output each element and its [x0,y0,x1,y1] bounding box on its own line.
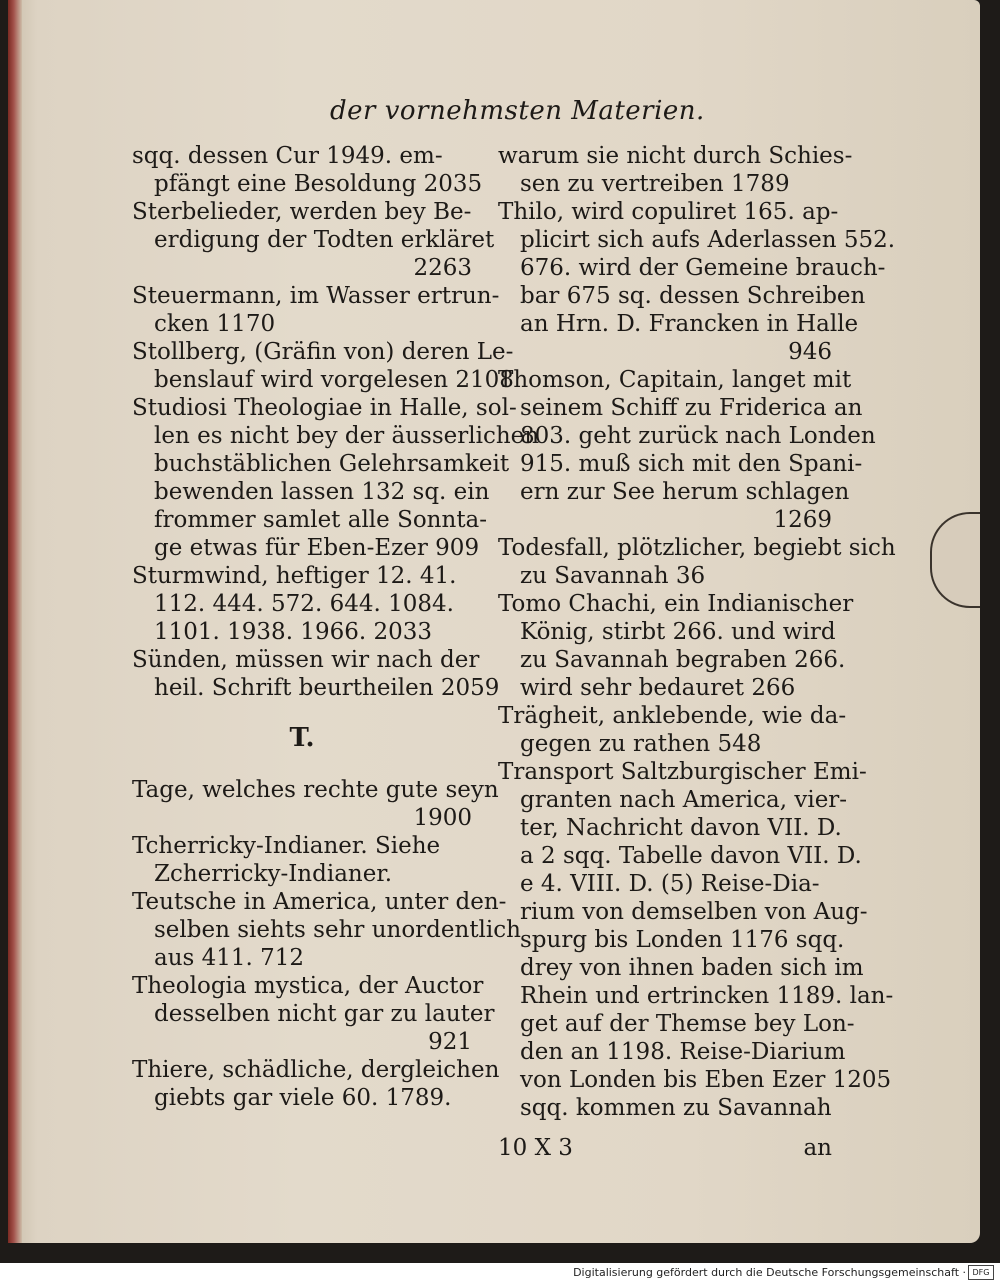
entry-line: ter, Nachricht davon VII. D. [520,815,842,841]
index-entry [498,758,894,1122]
entry-headword-line: Tcherricky-Indianer. Siehe [132,833,441,859]
entry-line: 2263 [413,255,472,281]
entry-line: sqq. kommen zu Savannah [520,1095,832,1121]
entry-headword-line: Tage, welches rechte gute seyn [132,777,499,803]
entry-headword-line: sqq. dessen Cur 1949. em- [132,143,443,169]
index-entry [498,198,896,366]
entry-headword-line: Stollberg, (Gräfin von) deren Le- [132,339,514,365]
index-entry [132,562,472,646]
index-entry [132,1056,500,1112]
entry-headword-line: Sturmwind, heftiger 12. 41. [132,563,457,589]
digitization-credit: Digitalisierung gefördert durch die Deutsche Forschungsgemeinschaft · [573,1266,966,1279]
entry-headword-line: Steuermann, im Wasser ertrun- [132,283,500,309]
entry-headword-line: Theologia mystica, der Auctor [132,973,484,999]
entry-line: Rhein und ertrincken 1189. lan- [520,983,894,1009]
entry-line: den an 1198. Reise-Diarium [520,1039,846,1065]
entry-line: Zcherricky-Indianer. [154,861,393,887]
entry-line: seinem Schiff zu Friderica an [520,395,863,421]
entry-line: granten nach America, vier- [520,787,848,813]
entry-line: wird sehr bedauret 266 [520,675,796,701]
index-entry [498,590,854,702]
index-entry [498,366,876,534]
entry-line: zu Savannah begraben 266. [520,647,846,673]
entry-line: 946 [788,339,832,365]
catchword: an [803,1135,832,1161]
dfg-logo: DFG [968,1265,994,1280]
entry-headword-line: Sünden, müssen wir nach der [132,647,480,673]
entry-line: von Londen bis Eben Ezer 1205 [520,1067,892,1093]
entry-line: rium von demselben von Aug- [520,899,868,925]
index-entry [498,702,847,758]
entry-line: sen zu vertreiben 1789 [520,171,790,197]
entry-line: e 4. VIII. D. (5) Reise-Dia- [520,871,820,897]
index-entry [132,282,500,338]
entry-headword-line: warum sie nicht durch Schies- [498,143,853,169]
signature-mark: 10 X 3 [498,1135,573,1161]
entry-headword-line: Sterbelieder, werden bey Be- [132,199,472,225]
entry-line: 803. geht zurück nach Londen [520,423,876,449]
section-letter: T. [289,723,315,753]
entry-line: frommer samlet alle Sonnta- [154,507,488,533]
entry-line: bewenden lassen 132 sq. ein [154,479,490,505]
entry-headword-line: Thilo, wird copuliret 165. ap- [498,199,839,225]
entry-line: benslauf wird vorgelesen 2108 [154,367,514,393]
entry-line: pfängt eine Besoldung 2035 [154,171,483,197]
entry-line: cken 1170 [154,311,276,337]
entry-line: selben siehts sehr unordentlich [154,917,521,943]
entry-line: 1101. 1938. 1966. 2033 [154,619,432,645]
entry-line: spurg bis Londen 1176 sqq. [520,927,845,953]
index-entry [132,972,495,1056]
entry-headword-line: Teutsche in America, unter den- [132,889,507,915]
entry-headword-line: Todesfall, plötzlicher, begiebt sich [498,535,896,561]
entry-line: heil. Schrift beurtheilen 2059 [154,675,500,701]
entry-headword-line: Tomo Chachi, ein Indianischer [498,591,854,617]
entry-line: len es nicht bey der äusserlichen [154,423,540,449]
index-entry [498,142,853,198]
index-entry [132,888,521,972]
entry-line: drey von ihnen baden sich im [520,955,864,981]
entry-line: desselben nicht gar zu lauter [154,1001,495,1027]
entry-line: erdigung der Todten erkläret [154,227,495,253]
entry-line: 1269 [773,507,832,533]
entry-line: ge etwas für Eben-Ezer 909 [154,535,480,561]
entry-line: ern zur See herum schlagen [520,479,850,505]
index-entry [132,646,500,702]
entry-line: a 2 sqq. Tabelle davon VII. D. [520,843,862,869]
entry-line: zu Savannah 36 [520,563,706,589]
index-entry [132,832,472,888]
entry-line: get auf der Themse bey Lon- [520,1011,855,1037]
index-entry [498,534,896,590]
index-column-left [132,142,540,1112]
entry-line: gegen zu rathen 548 [520,731,762,757]
entry-headword-line: Thomson, Capitain, langet mit [498,367,852,393]
entry-line: König, stirbt 266. und wird [520,619,836,645]
entry-line: aus 411. 712 [154,945,305,971]
index-column-right [498,142,896,1122]
entry-line: 112. 444. 572. 644. 1084. [154,591,454,617]
page-edge [8,0,22,1243]
entry-headword-line: Trägheit, anklebende, wie da- [498,703,847,729]
entry-line: an Hrn. D. Francken in Halle [520,311,859,337]
index-entry [132,394,540,562]
entry-line: 921 [428,1029,472,1055]
entry-headword-line: Thiere, schädliche, dergleichen [132,1057,500,1083]
index-entry [132,142,483,198]
entry-line: plicirt sich aufs Aderlassen 552. [520,227,896,253]
index-entry [132,776,499,832]
index-entry [132,338,514,394]
index-entry [132,198,495,282]
entry-line: 915. muß sich mit den Spani- [520,451,863,477]
entry-headword-line: Transport Saltzburgischer Emi- [498,759,867,785]
entry-line: buchstäblichen Gelehrsamkeit [154,451,510,477]
entry-line: 676. wird der Gemeine brauch- [520,255,886,281]
entry-line: bar 675 sq. dessen Schreiben [520,283,866,309]
entry-line: giebts gar viele 60. 1789. [154,1085,452,1111]
entry-line: 1900 [413,805,472,831]
entry-headword-line: Studiosi Theologiae in Halle, sol- [132,395,517,421]
page-foot [498,1135,832,1161]
running-header: der vornehmsten Materien. [330,96,705,126]
